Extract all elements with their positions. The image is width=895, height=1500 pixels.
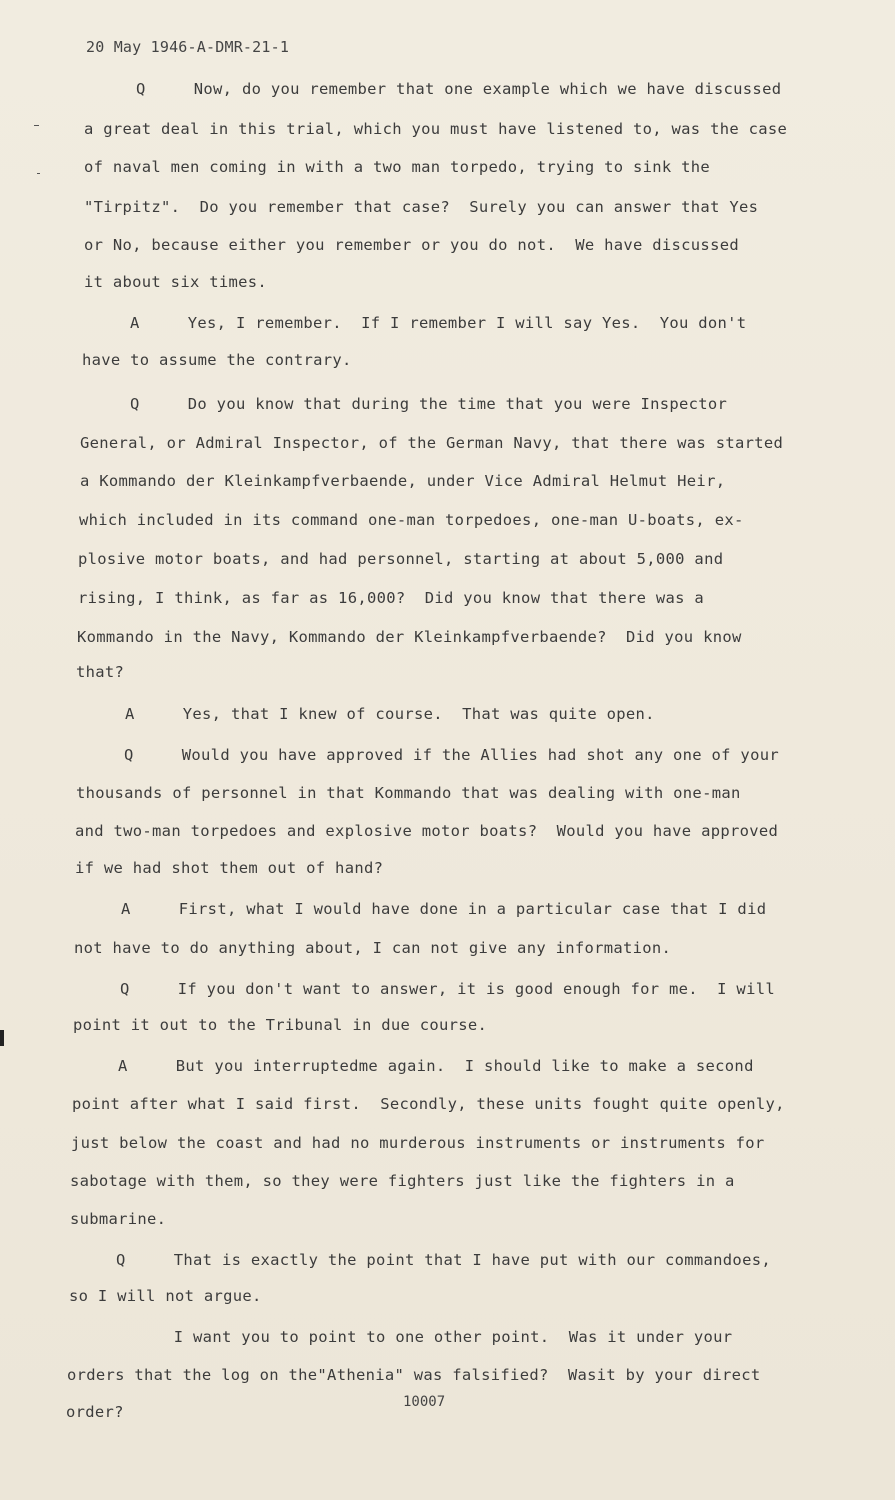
transcript-line: sabotage with them, so they were fighters just like the fighters in a xyxy=(70,1172,735,1190)
transcript-line: so I will not argue. xyxy=(69,1287,262,1305)
transcript-line: have to assume the contrary. xyxy=(82,351,352,369)
margin-mark xyxy=(37,173,40,174)
transcript-line: it about six times. xyxy=(84,273,268,291)
transcript-line: thousands of personnel in that Kommando that was dealing with one-man xyxy=(76,784,741,802)
transcript-line: Q Would you have approved if the Allies had shot any one of your xyxy=(124,746,779,764)
margin-mark xyxy=(34,125,39,126)
transcript-line: A Yes, I remember. If I remember I will say Yes. You don't xyxy=(130,314,747,332)
transcript-line: just below the coast and had no murderous instruments or instruments for xyxy=(71,1134,765,1152)
transcript-line: Q Now, do you remember that one example which we have discussed xyxy=(136,80,782,98)
transcript-line: A First, what I would have done in a particular case that I did xyxy=(121,900,767,918)
transcript-line: and two-man torpedoes and explosive motor boats? Would you have approved xyxy=(75,822,779,840)
transcript-line: if we had shot them out of hand? xyxy=(75,859,384,877)
transcript-line: point after what I said first. Secondly, these units fought quite openly, xyxy=(72,1095,785,1113)
transcript-line: plosive motor boats, and had personnel, starting at about 5,000 and xyxy=(78,550,724,568)
transcript-line: "Tirpitz". Do you remember that case? Surely you can answer that Yes xyxy=(84,198,759,216)
transcript-line: order? xyxy=(66,1403,124,1421)
transcript-line: Q If you don't want to answer, it is good enough for me. I will xyxy=(120,980,775,998)
transcript-line: submarine. xyxy=(70,1210,167,1228)
transcript-line: A But you interruptedme again. I should like to make a second xyxy=(118,1057,754,1075)
transcript-line: which included in its command one-man torpedoes, one-man U-boats, ex- xyxy=(79,511,744,529)
transcript-line: a Kommando der Kleinkampfverbaende, under Vice Admiral Helmut Heir, xyxy=(80,472,726,490)
document-header: 20 May 1946-A-DMR-21-1 xyxy=(86,38,290,56)
transcript-line: A Yes, that I knew of course. That was quite open. xyxy=(125,705,655,723)
transcript-line: General, or Admiral Inspector, of the German Navy, that there was started xyxy=(80,434,784,452)
transcript-line: Q That is exactly the point that I have put with our commandoes, xyxy=(116,1251,771,1269)
transcript-line: a great deal in this trial, which you must have listened to, was the case xyxy=(84,120,788,138)
transcript-line: not have to do anything about, I can not give any information. xyxy=(74,939,672,957)
transcript-line: rising, I think, as far as 16,000? Did you know that there was a xyxy=(78,589,705,607)
transcript-line: of naval men coming in with a two man torpedo, trying to sink the xyxy=(84,158,711,176)
transcript-line: point it out to the Tribunal in due course. xyxy=(73,1016,488,1034)
transcript-line: Q Do you know that during the time that you were Inspector xyxy=(130,395,728,413)
transcript-line: I want you to point to one other point. Was it under your xyxy=(116,1328,733,1346)
transcript-line: orders that the log on the"Athenia" was falsified? Wasit by your direct xyxy=(67,1366,761,1384)
transcript-line: that? xyxy=(76,663,125,681)
transcript-line: or No, because either you remember or you do not. We have discussed xyxy=(84,236,739,254)
margin-mark xyxy=(0,1030,4,1046)
transcript-line: Kommando in the Navy, Kommando der Kleinkampfverbaende? Did you know xyxy=(77,628,742,646)
page-number: 10007 xyxy=(403,1394,446,1410)
